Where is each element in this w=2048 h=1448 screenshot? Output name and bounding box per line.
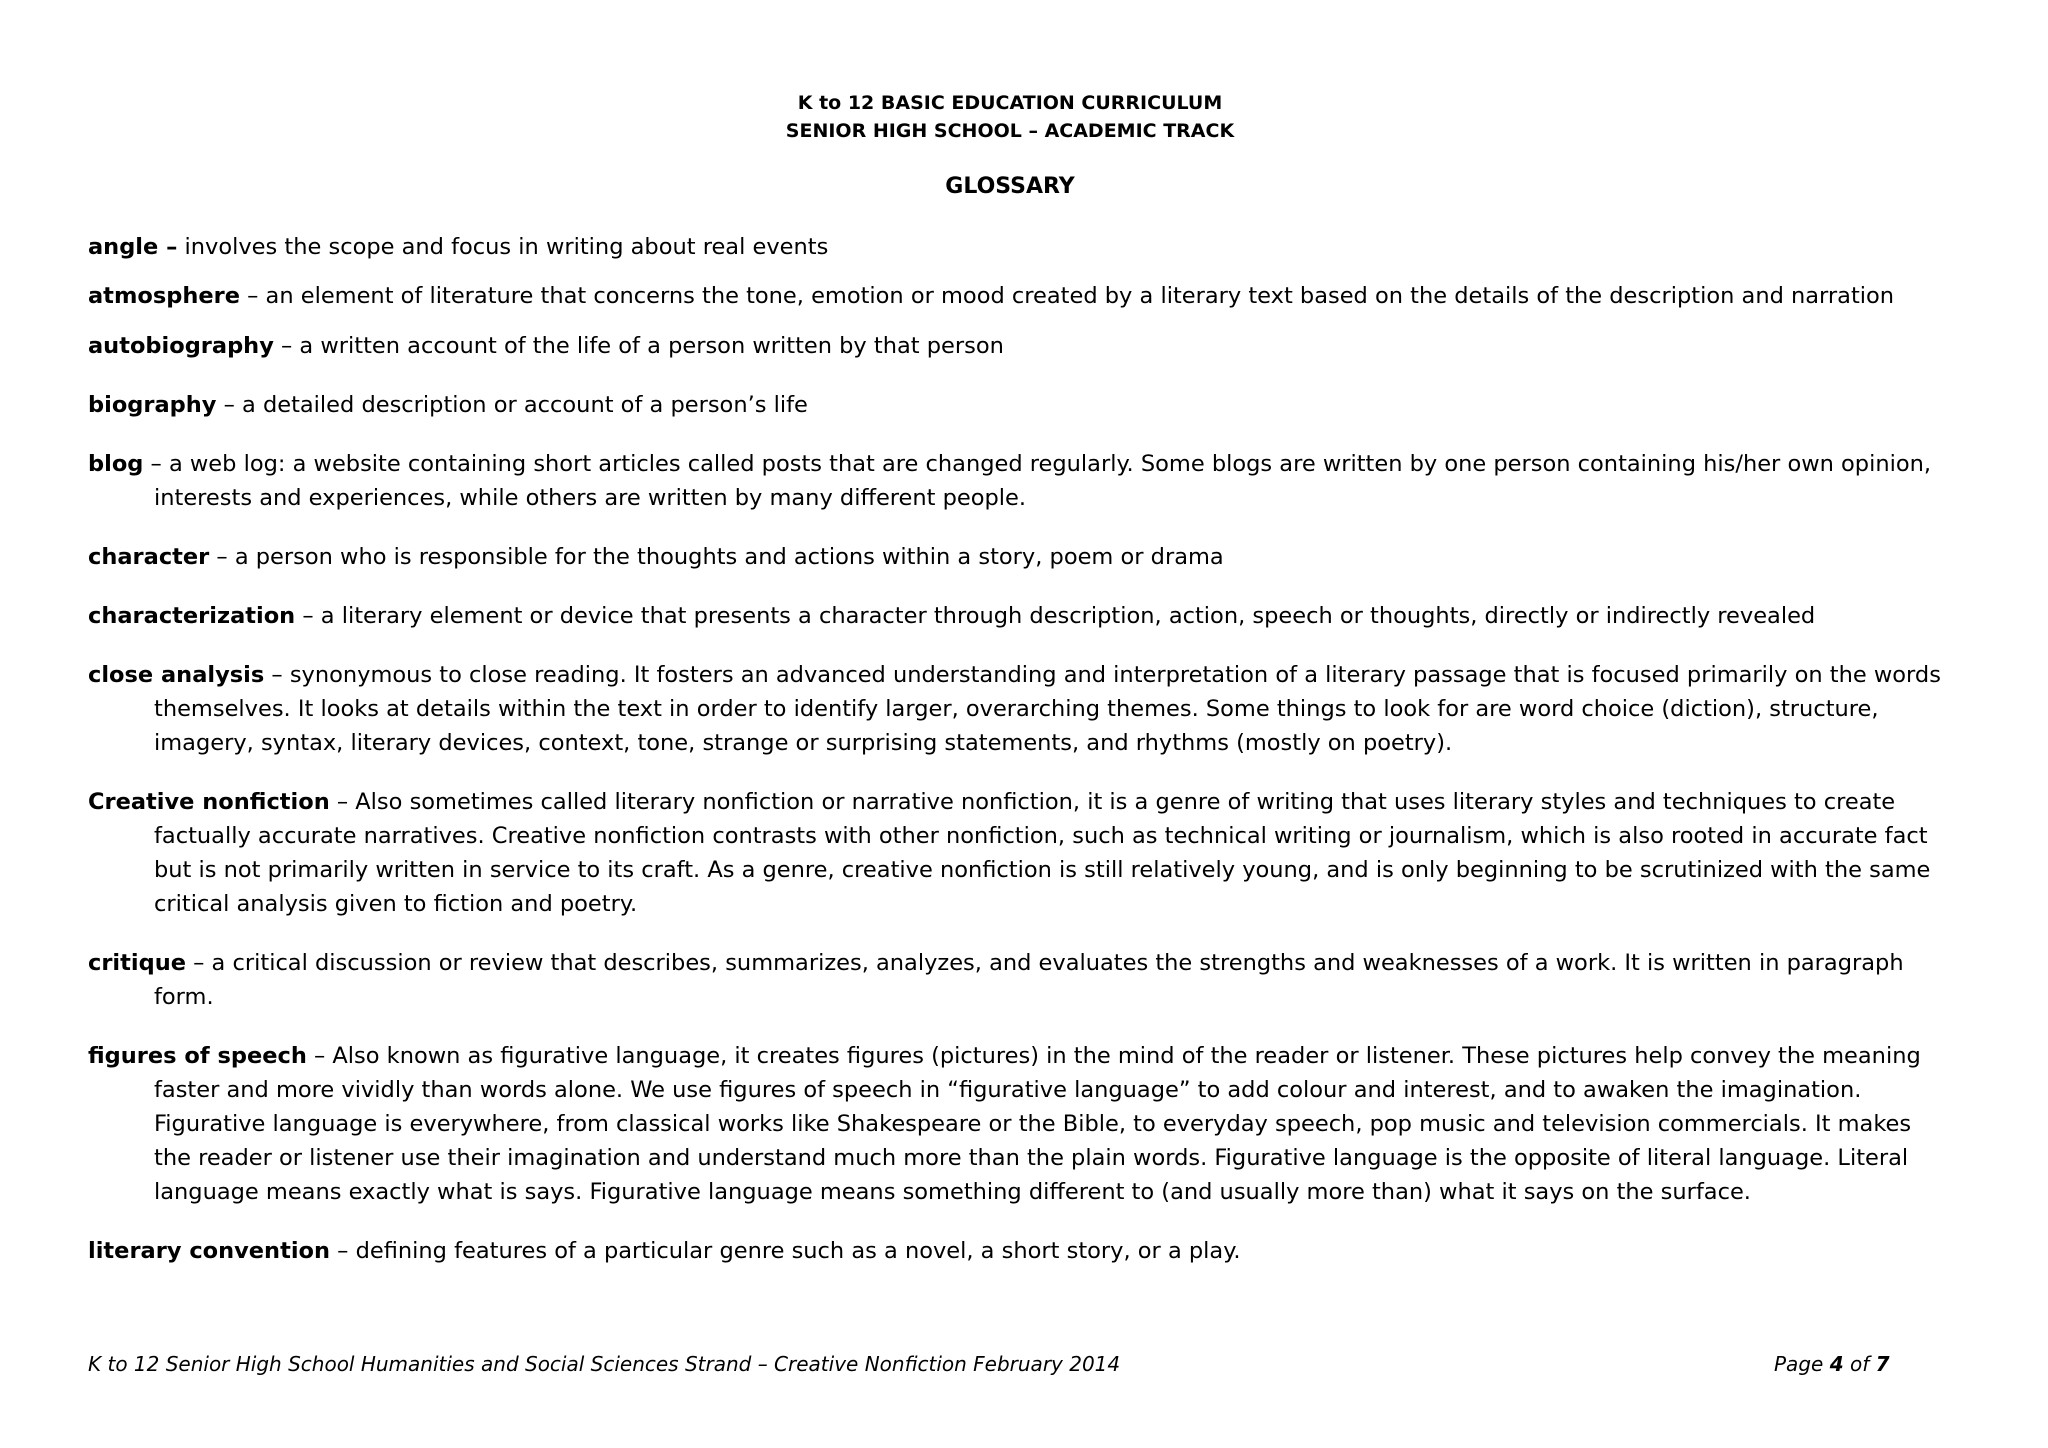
header-line-1: K to 12 BASIC EDUCATION CURRICULUM [797, 92, 1223, 114]
glossary-definition: involves the scope and focus in writing about real events [177, 234, 829, 260]
glossary-term: autobiography [88, 333, 274, 359]
glossary-entry-angle [88, 230, 1948, 264]
glossary-entry-atmosphere [88, 279, 1948, 313]
glossary-definition: – a literary element or device that presents a character through description, action, speech or thoughts, directly or indirectly revealed [295, 603, 1816, 629]
glossary-entry-critique [88, 946, 1948, 1014]
glossary-term: atmosphere [88, 283, 240, 309]
page-prefix: Page [1774, 1352, 1830, 1376]
glossary-definition: – a person who is responsible for the thoughts and actions within a story, poem or drama [209, 544, 1224, 570]
glossary-term: biography [88, 392, 217, 418]
header-line-2: SENIOR HIGH SCHOOL – ACADEMIC TRACK [785, 120, 1235, 142]
glossary-entry-literary-convention [88, 1234, 1948, 1268]
glossary-definition: – a critical discussion or review that describes, summarizes, analyzes, and evaluates the strengths and weaknesses of a work. It is written in paragraph form. [154, 950, 1904, 1010]
glossary-term: Creative nonfiction [88, 789, 330, 815]
glossary-term: critique [88, 950, 186, 976]
glossary-definition: – synonymous to close reading. It fosters an advanced understanding and interpretation of a literary passage that is focused primarily on the words themselves. It looks at details within the text in order to identify larger, overarching themes. Some things to look for are word choice (diction), structure, imagery, syntax, literary devices, context, tone, strange or surprising statements, and rhythms (mostly on poetry). [154, 662, 1941, 756]
glossary-term: characterization [88, 603, 296, 629]
glossary-entry-creative-nonfiction [88, 785, 1948, 921]
glossary-entry-characterization [88, 599, 1948, 633]
glossary-term: close analysis [88, 662, 265, 688]
glossary-definition: – Also sometimes called literary nonfiction or narrative nonfiction, it is a genre of writing that uses literary styles and techniques to create factually accurate narratives. Creative nonfiction contrasts with other nonfiction, such as technical writing or journalism, which is also rooted in accurate fact but is not primarily written in service to its craft. As a genre, creative nonfiction is still relatively young, and is only beginning to be scrutinized with the same critical analysis given to fiction and poetry. [154, 789, 1931, 917]
glossary-entry-blog [88, 447, 1948, 515]
glossary-term: blog [88, 451, 144, 477]
glossary-definition: – defining features of a particular genre such as a novel, a short story, or a play. [330, 1238, 1241, 1264]
page-current: 4 [1829, 1352, 1844, 1376]
glossary-definition: – a web log: a website containing short articles called posts that are changed regularly. Some blogs are written by one person containing his/her own opinion, interests and experiences, while others are written by many different people. [143, 451, 1932, 511]
footer-document-title: K to 12 Senior High School Humanities and Social Sciences Strand – Creative Nonfiction February 2014 [88, 1352, 1121, 1376]
glossary-entry-close-analysis [88, 658, 1948, 760]
glossary-entry-figures-of-speech [88, 1039, 1948, 1209]
glossary-definition: – an element of literature that concerns the tone, emotion or mood created by a literary text based on the details of the description and narration [239, 283, 1895, 309]
glossary-entry-autobiography [88, 329, 1948, 363]
glossary-term: angle – [88, 234, 178, 260]
glossary-title: GLOSSARY [945, 174, 1075, 199]
page-of: of [1843, 1352, 1876, 1376]
glossary-definition: – a written account of the life of a person written by that person [273, 333, 1004, 359]
glossary-definition: – Also known as figurative language, it creates figures (pictures) in the mind of the reader or listener. These pictures help convey the meaning faster and more vividly than words alone. We use figures of speech in “figurative language” to add colour and interest, and to awaken the imagination. Figurative language is everywhere, from classical works like Shakespeare or the Bible, to everyday speech, pop music and television commercials. It makes the reader or listener use their imagination and understand much more than the plain words. Figurative language is the opposite of literal language. Literal language means exactly what is says. Figurative language means something different to (and usually more than) what it says on the surface. [154, 1043, 1921, 1205]
glossary-definition: – a detailed description or account of a person’s life [216, 392, 808, 418]
footer-page-number [1774, 1350, 1890, 1378]
glossary-entry-character [88, 540, 1948, 574]
glossary-term: literary convention [88, 1238, 331, 1264]
glossary-entry-biography [88, 388, 1948, 422]
curriculum-header [0, 89, 2020, 145]
glossary-term: figures of speech [88, 1043, 307, 1069]
page-total: 7 [1875, 1352, 1890, 1376]
glossary-list [88, 230, 1948, 1293]
glossary-term: character [88, 544, 210, 570]
